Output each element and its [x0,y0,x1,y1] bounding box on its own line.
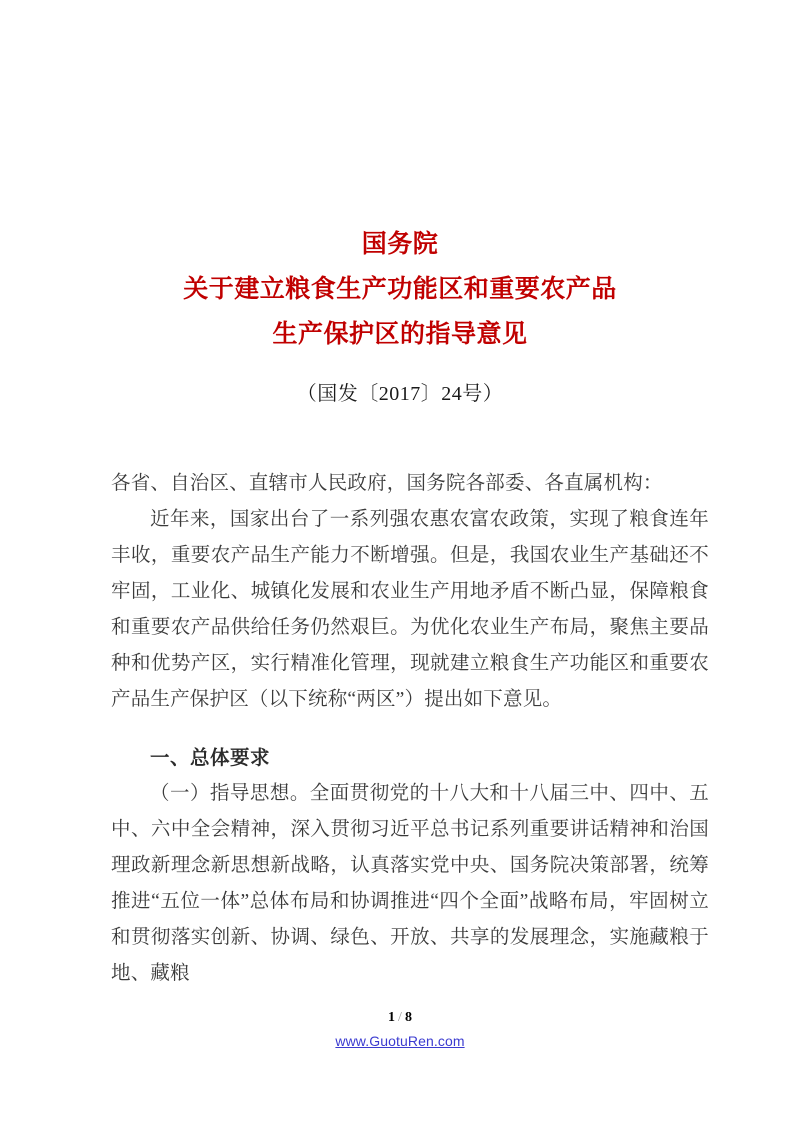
document-title-block [0,222,800,409]
section-heading-overall-requirements: 一、总体要求 [150,747,271,769]
current-page-number: 1 [388,1010,396,1025]
preamble-paragraph: 近年来，国家出台了一系列强农惠农富农政策，实现了粮食连年丰收，重要农产品生产能力不断增强。但是，我国农业生产基础还不牢固，工业化、城镇化发展和农业生产用地矛盾不断凸显，保障粮食和重要农产品供给任务仍然艰巨。为优化农业生产布局，聚焦主要品种和优势产区，实行精准化管理，现就建立粮食生产功能区和重要农产品生产保护区（以下统称“两区”）提出如下意见。 [111,509,709,710]
page-number-separator: / [398,1010,402,1025]
document-body [111,466,709,992]
source-website-link[interactable]: www.GuotuRen.com [335,1033,465,1049]
document-title-line-2: 关于建立粮食生产功能区和重要农产品 [183,275,617,303]
addressee-line: 各省、自治区、直辖市人民政府，国务院各部委、各直属机构： [111,473,663,494]
document-number: （国发〔2017〕24号） [296,383,504,405]
total-page-count: 8 [404,1010,412,1025]
page-number-indicator [0,1008,800,1028]
document-title-line-3: 生产保护区的指导意见 [272,320,528,348]
section-paragraph-guiding-ideology: （一）指导思想。全面贯彻党的十八大和十八届三中、四中、五中、六中全会精神，深入贯彻习近平总书记系列重要讲话精神和治国理政新理念新思想新战略，认真落实党中央、国务院决策部署，统筹推进“五位一体”总体布局和协调推进“四个全面”战略布局，牢固树立和贯彻落实创新、协调、绿色、开放、共享的发展理念，实施藏粮于地、藏粮 [111,783,709,984]
page-footer [0,1008,800,1051]
document-title-line-1: 国务院 [361,230,439,258]
